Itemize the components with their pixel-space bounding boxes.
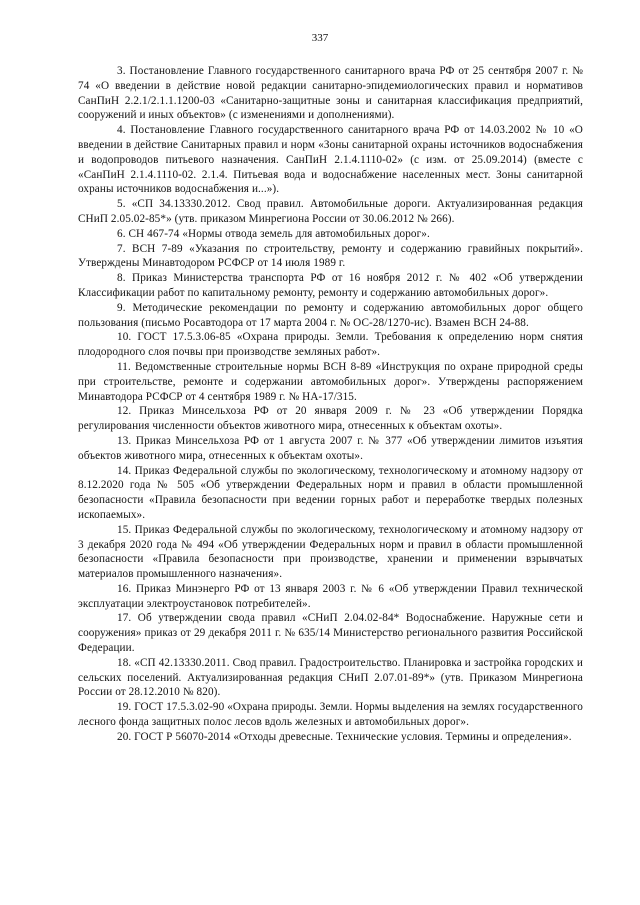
reference-item-3: 3. Постановление Главного государственного санитарного врача РФ от 25 сентября 2007 г. № 74 «О введении в действие новой редакции санитарно-эпидемиологических правил и нормативов СанПиН 2.2.1/2.1.1.1200-03 «Санитарно-защитные зоны и санитарная классификация предприятий, сооружений и иных объектов» (с изменениями и дополнениями).: [78, 65, 583, 122]
reference-item-7: 7. ВСН 7-89 «Указания по строительству, ремонту и содержанию гравийных покрытий». Утверждены Минавтодором РСФСР от 14 июля 1989 г.: [78, 242, 583, 270]
reference-item-19: 19. ГОСТ 17.5.3.02-90 «Охрана природы. Земли. Нормы выделения на землях государственного лесного фонда защитных полос лесов вдоль железных и автомобильных дорог».: [78, 701, 583, 729]
reference-item-16: 16. Приказ Минэнерго РФ от 13 января 2003 г. № 6 «Об утверждении Правил технической эксплуатации электроустановок потребителей».: [78, 582, 583, 610]
reference-list: [78, 64, 583, 745]
reference-item-11: 11. Ведомственные строительные нормы ВСН 8-89 «Инструкция по охране природной среды при строительстве, ремонте и содержании автомобильных дорог». Утверждены распоряжением Минавтодора РСФСР от 4 сентября 1989 г. № НА-17/315.: [78, 360, 583, 403]
reference-item-4: 4. Постановление Главного государственного санитарного врача РФ от 14.03.2002 № 10 «О введении в действие Санитарных правил и норм «Зоны санитарной охраны источников водоснабжения и водопроводов питьевого назначения. СанПиН 2.1.4.1110-02» (с изм. от 25.09.2014) (вместе с «СанПиН 2.1.4.1110-02. 2.1.4. Питьевая вода и водоснабжение населенных мест. Зоны санитарной охраны источников водоснабжения и...»).: [78, 124, 583, 196]
reference-item-5: 5. «СП 34.13330.2012. Свод правил. Автомобильные дороги. Актуализированная редакция СНиП 2.05.02-85*» (утв. приказом Минрегиона России от 30.06.2012 № 266).: [78, 198, 583, 225]
reference-item-20: 20. ГОСТ Р 56070-2014 «Отходы древесные. Технические условия. Термины и определения».: [117, 730, 572, 743]
reference-item-13: 13. Приказ Минсельхоза РФ от 1 августа 2007 г. № 377 «Об утверждении лимитов изъятия объектов животного мира, отнесенных к объектам охоты».: [78, 434, 583, 462]
reference-item-6: 6. СН 467-74 «Нормы отвода земель для автомобильных дорог».: [117, 227, 430, 240]
reference-item-15: 15. Приказ Федеральной службы по экологическому, технологическому и атомному надзору от 3 декабря 2020 года № 494 «Об утверждении Федеральных норм и правил в области промышленной безопасности «Правила безопасности при производстве, хранении и применении взрывчатых материалов промышленного назначения».: [78, 523, 583, 581]
reference-item-17: 17. Об утверждении свода правил «СНиП 2.04.02-84* Водоснабжение. Наружные сети и сооружения» приказ от 29 декабря 2011 г. № 635/14 Министерство регионального развития Российской Федерации.: [78, 612, 583, 655]
reference-item-18: 18. «СП 42.13330.2011. Свод правил. Градостроительство. Планировка и застройка городских и сельских поселений. Актуализированная редакция СНиП 2.07.01-89*» (утв. Приказом Минрегиона России от 28.12.2010 № 820).: [78, 656, 583, 699]
reference-item-8: 8. Приказ Министерства транспорта РФ от 16 ноября 2012 г. № 402 «Об утверждении Классификации работ по капитальному ремонту, ремонту и содержанию автомобильных дорог».: [78, 272, 583, 299]
page-number: 337: [311, 32, 329, 44]
reference-item-10: 10. ГОСТ 17.5.3.06-85 «Охрана природы. Земли. Требования к определению норм снятия плодородного слоя почвы при производстве земляных работ».: [78, 331, 583, 359]
reference-item-12: 12. Приказ Минсельхоза РФ от 20 января 2009 г. № 23 «Об утверждении Порядка регулирования численности объектов животного мира, отнесенных к объектам охоты».: [78, 405, 583, 433]
reference-item-9: 9. Методические рекомендации по ремонту и содержанию автомобильных дорог общего пользования (письмо Росавтодора от 17 марта 2004 г. № ОС-28/1270-ис). Взамен ВСН 24-88.: [78, 301, 583, 329]
reference-item-14: 14. Приказ Федеральной службы по экологическому, технологическому и атомному надзору от 8.12.2020 года № 505 «Об утверждении Федеральных норм и правил в области промышленной безопасности «Правила безопасности при ведении горных работ и переработке твердых полезных ископаемых».: [78, 464, 583, 521]
